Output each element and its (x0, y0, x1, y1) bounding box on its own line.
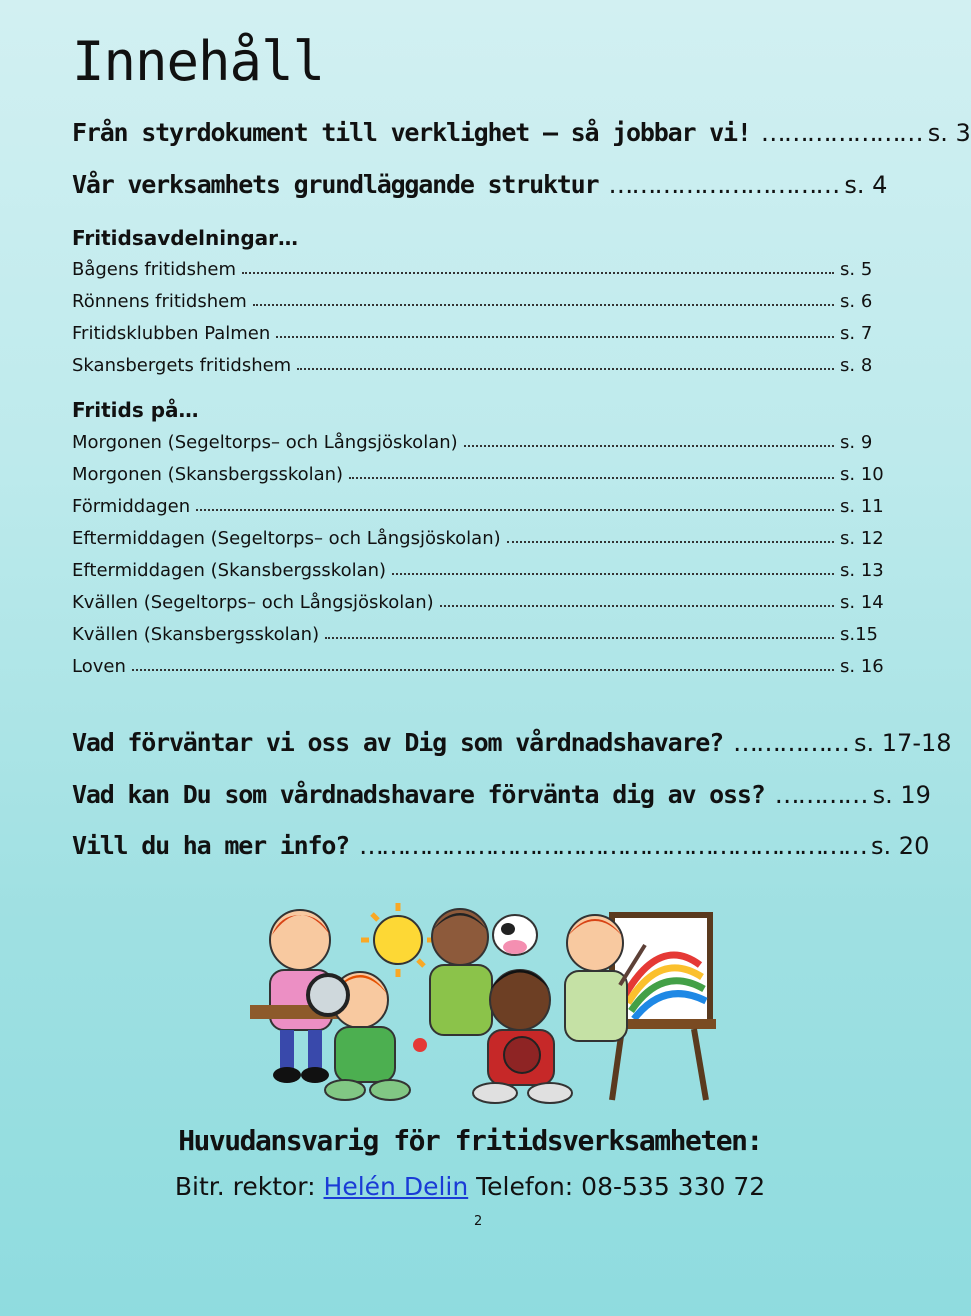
toc-page: s.15 (840, 624, 879, 645)
toc-leader: ………………………… (608, 170, 839, 199)
toc-leader: …………………………………………………………… (359, 831, 866, 860)
toc-leader (349, 475, 834, 479)
toc-leader (196, 507, 834, 511)
toc-page: s. 10 (840, 464, 884, 485)
toc-item[interactable] (72, 656, 888, 677)
page-number: 2 (474, 1214, 483, 1229)
toc-item[interactable] (72, 355, 888, 376)
toc-page: s. 13 (840, 560, 884, 581)
contact-line (0, 1172, 940, 1201)
section-heading: Fritidsavdelningar… (72, 226, 299, 250)
children-clipart-icon (250, 895, 720, 1105)
toc-item-label: Skansbergets fritidshem (72, 355, 292, 376)
toc-page: s. 14 (840, 592, 884, 613)
toc-leader (325, 635, 834, 639)
toc-entry[interactable] (72, 780, 931, 809)
toc-item[interactable] (72, 291, 888, 312)
toc-leader (253, 302, 834, 306)
toc-leader (242, 270, 834, 274)
toc-leader (440, 603, 834, 607)
toc-item[interactable] (72, 496, 888, 517)
contact-phone: Telefon: 08-535 330 72 (468, 1172, 766, 1201)
toc-item[interactable] (72, 259, 888, 280)
toc-page: s. 5 (840, 259, 873, 280)
toc-item[interactable] (72, 432, 888, 453)
toc-item-label: Eftermiddagen (Segeltorps– och Långsjöskolan) (72, 528, 501, 549)
toc-entry-label: Vad kan Du som vårdnadshavare förvänta dig av oss? (72, 780, 765, 809)
toc-leader (276, 334, 834, 338)
toc-item-label: Loven (72, 656, 126, 677)
toc-entry[interactable] (72, 118, 971, 147)
toc-item[interactable] (72, 528, 888, 549)
toc-page: s. 4 (844, 171, 888, 199)
toc-item-label: Eftermiddagen (Skansbergsskolan) (72, 560, 387, 581)
toc-leader (132, 667, 834, 671)
toc-leader (297, 366, 834, 370)
toc-item-label: Bågens fritidshem (72, 259, 237, 280)
toc-page: s. 3 (927, 119, 971, 147)
toc-page: s. 8 (840, 355, 873, 376)
toc-leader (392, 571, 834, 575)
toc-item-label: Kvällen (Skansbergsskolan) (72, 624, 320, 645)
toc-page: s. 12 (840, 528, 884, 549)
page-title: Innehåll (72, 30, 325, 93)
section-heading: Fritids på… (72, 398, 199, 422)
toc-entry[interactable] (72, 728, 952, 757)
toc-item-label: Förmiddagen (72, 496, 191, 517)
toc-item[interactable] (72, 624, 888, 645)
toc-item-label: Morgonen (Skansbergsskolan) (72, 464, 344, 485)
toc-page: s. 19 (872, 781, 931, 809)
toc-item-label: Morgonen (Segeltorps– och Långsjöskolan) (72, 432, 458, 453)
footer-heading: Huvudansvarig för fritidsverksamheten: (178, 1124, 762, 1157)
toc-entry-label: Från styrdokument till verklighet – så jobbar vi! (72, 118, 751, 147)
toc-page: s. 17-18 (854, 729, 952, 757)
toc-item-label: Kvällen (Segeltorps– och Långsjöskolan) (72, 592, 434, 613)
toc-item-label: Fritidsklubben Palmen (72, 323, 271, 344)
toc-entry-label: Vad förväntar vi oss av Dig som vårdnadshavare? (72, 728, 724, 757)
toc-page: s. 16 (840, 656, 884, 677)
toc-page: s. 11 (840, 496, 884, 517)
toc-item[interactable] (72, 464, 888, 485)
toc-leader: ………… (774, 780, 867, 809)
toc-page: s. 20 (871, 832, 930, 860)
contact-name-link[interactable]: Helén Delin (323, 1172, 469, 1201)
toc-item[interactable] (72, 560, 888, 581)
toc-page: s. 7 (840, 323, 873, 344)
toc-leader (464, 443, 834, 447)
toc-item[interactable] (72, 592, 888, 613)
toc-leader: ………………… (760, 118, 922, 147)
toc-entry[interactable] (72, 831, 929, 860)
toc-leader: …………… (733, 728, 849, 757)
toc-entry[interactable] (72, 170, 887, 199)
contact-role: Bitr. rektor: (174, 1172, 324, 1201)
toc-entry-label: Vår verksamhets grundläggande struktur (72, 170, 599, 199)
toc-page: s. 9 (840, 432, 873, 453)
toc-entry-label: Vill du ha mer info? (72, 831, 350, 860)
toc-leader (507, 539, 834, 543)
toc-page: s. 6 (840, 291, 873, 312)
toc-item-label: Rönnens fritidshem (72, 291, 247, 312)
toc-item[interactable] (72, 323, 888, 344)
